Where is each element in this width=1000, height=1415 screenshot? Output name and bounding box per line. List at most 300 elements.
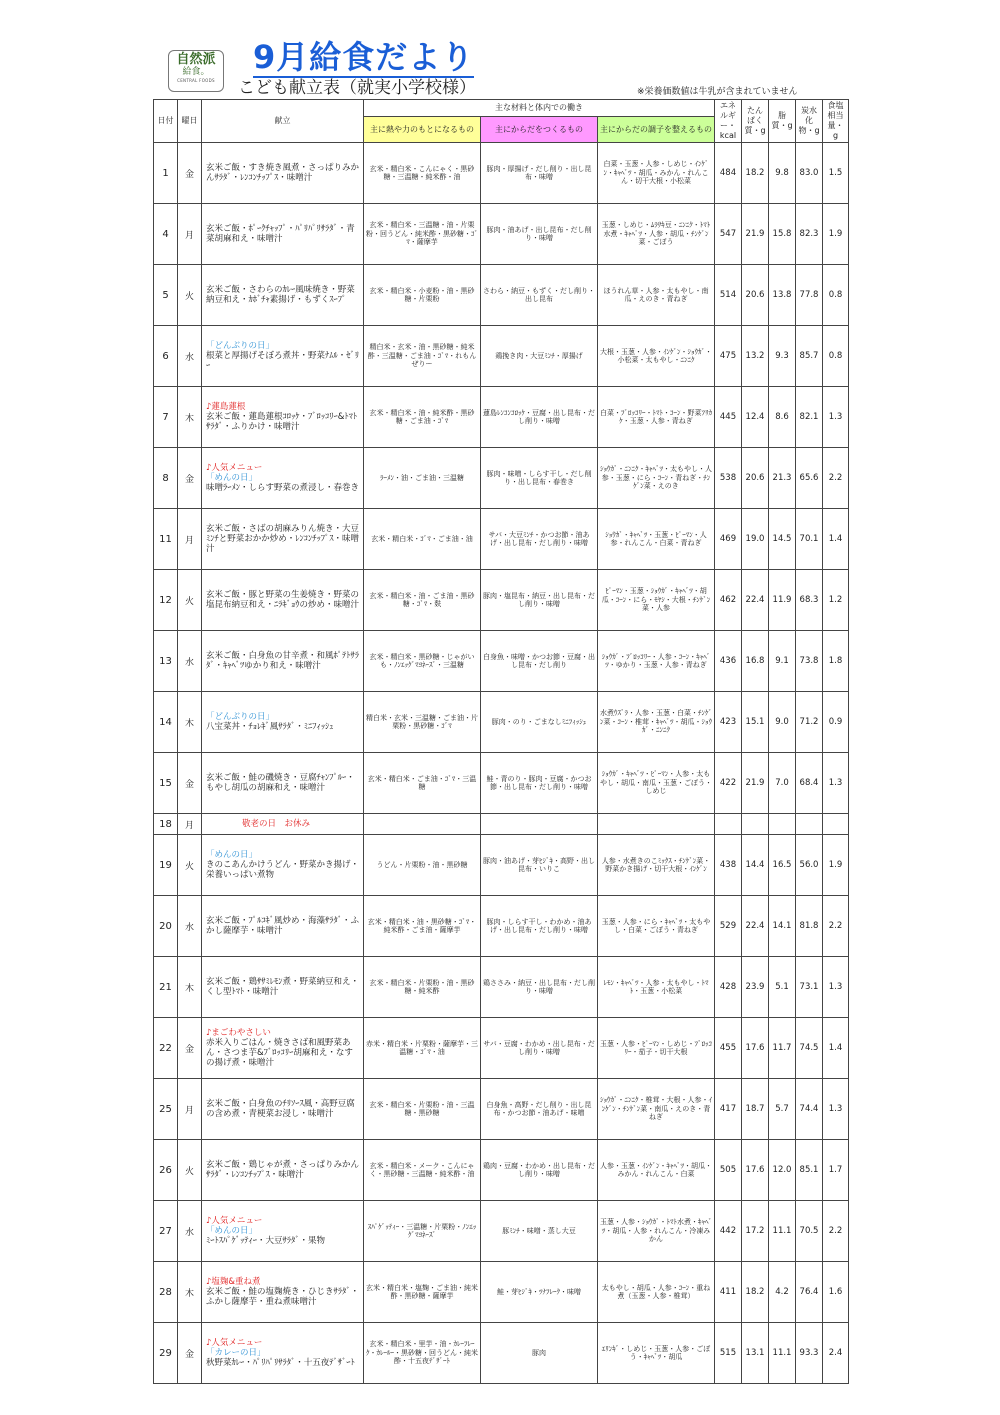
day-cell: 25 — [154, 1079, 178, 1140]
group2-cell: 白身魚・味噌・かつお節・豆腐・出し昆布・だし削り — [481, 631, 598, 692]
weekday-cell: 月 — [178, 509, 202, 570]
menu-text: 玄米ご飯・すき焼き風煮・さっぱりみかんｻﾗﾀﾞ・ﾚﾝｺﾝﾁｯﾌﾟｽ・味噌汁 — [206, 163, 360, 183]
salt-cell: 1.3 — [823, 957, 849, 1018]
menu-text: 玄米ご飯・鶏ｻｻﾐﾚﾓﾝ煮・野菜納豆和え・くし型ﾄﾏﾄ・味噌汁 — [206, 977, 360, 997]
header-menu: 献立 — [202, 100, 364, 143]
weekday-cell: 水 — [178, 896, 202, 957]
menu-text: 玄米ご飯・鶏じゃが煮・さっぱりみかんｻﾗﾀﾞ・ﾚﾝｺﾝﾁｯﾌﾟｽ・味噌汁 — [206, 1160, 360, 1180]
table-row — [154, 143, 849, 204]
salt-cell: 1.8 — [823, 631, 849, 692]
group2-cell: 鶏ささみ・納豆・出し昆布・だし削り・味噌 — [481, 957, 598, 1018]
group1-cell: 玄米・精白米・油・純米酢・黒砂糖・ごま油・ｺﾞﾏ — [364, 387, 481, 448]
day-cell: 29 — [154, 1323, 178, 1384]
salt-cell: 1.3 — [823, 387, 849, 448]
group3-cell: 玉葱・人参・にら・ｷｬﾍﾞﾂ・太もやし・白菜・ごぼう・青ねぎ — [598, 896, 715, 957]
group1-cell: 玄米・精白米・ｺﾞﾏ・ごま油・油 — [364, 509, 481, 570]
header-carb: 炭水化物・g — [796, 100, 823, 143]
menu-cell — [202, 835, 364, 896]
group3-cell: ほうれん草・人参・太もやし・南瓜・えのき・青ねぎ — [598, 265, 715, 326]
menu-text: 玄米ご飯・ﾌﾟﾙｺｷﾞ風炒め・海藻ｻﾗﾀﾞ・ふかし薩摩芋・味噌汁 — [206, 916, 360, 936]
group2-cell: 鮭・青のり・豚肉・豆腐・かつお節・出し昆布・だし削り・味噌 — [481, 753, 598, 814]
protein-cell: 15.1 — [742, 692, 769, 753]
table-row — [154, 896, 849, 957]
fat-cell: 14.1 — [769, 896, 796, 957]
salt-cell: 1.3 — [823, 1079, 849, 1140]
protein-cell: 13.2 — [742, 326, 769, 387]
logo-line2: 給食。 — [182, 67, 210, 77]
salt-cell — [823, 814, 849, 835]
fat-cell: 9.0 — [769, 692, 796, 753]
weekday-cell: 金 — [178, 143, 202, 204]
group2-cell — [481, 814, 598, 835]
group3-cell: ｼｮｳｶﾞ・ﾆﾝﾆｸ・椎茸・大根・人参・ｲﾝｹﾞﾝ・ﾁﾝｹﾞﾝ菜・南瓜・えのき・青ねぎ — [598, 1079, 715, 1140]
fat-cell: 11.1 — [769, 1201, 796, 1262]
weekday-cell: 木 — [178, 957, 202, 1018]
weekday-cell: 火 — [178, 1140, 202, 1201]
group2-cell: 鮭・芽ﾋｼﾞｷ・ﾂﾅﾌﾚｰｸ・味噌 — [481, 1262, 598, 1323]
day-cell: 7 — [154, 387, 178, 448]
menu-cell — [202, 753, 364, 814]
group2-cell: 豚ﾐﾝﾁ・味噌・蒸し大豆 — [481, 1201, 598, 1262]
header-group2: 主にからだをつくるもの — [481, 117, 598, 143]
group3-cell: 人参・玉葱・ｲﾝｹﾞﾝ・ｷｬﾍﾞﾂ・胡瓜・みかん・れんこん・白菜 — [598, 1140, 715, 1201]
day-cell: 14 — [154, 692, 178, 753]
fat-cell — [769, 814, 796, 835]
carb-cell: 77.8 — [796, 265, 823, 326]
menu-label: ♪人気メニュー — [206, 463, 263, 473]
energy-cell: 428 — [715, 957, 742, 1018]
menu-label: 「めんの日」 — [206, 1226, 258, 1236]
group1-cell: 精白米・玄米・三温糖・ごま油・片栗粉・黒砂糖・ｺﾞﾏ — [364, 692, 481, 753]
logo-line3: CENTRAL FOODS — [177, 78, 215, 83]
protein-cell: 23.9 — [742, 957, 769, 1018]
day-cell: 26 — [154, 1140, 178, 1201]
weekday-cell: 火 — [178, 835, 202, 896]
group3-cell: 大根・玉葱・人参・ｲﾝｹﾞﾝ・ｼｮｳｶﾞ・小松菜・太もやし・ﾆﾝﾆｸ — [598, 326, 715, 387]
menu-cell — [202, 387, 364, 448]
fat-cell: 11.9 — [769, 570, 796, 631]
energy-cell: 505 — [715, 1140, 742, 1201]
group3-cell: ｴﾘﾝｷﾞ・しめじ・玉葱・人参・ごぼう・ｷｬﾍﾞﾂ・胡瓜 — [598, 1323, 715, 1384]
salt-cell: 1.7 — [823, 1140, 849, 1201]
page-title: 9月給食だより — [253, 38, 475, 76]
group3-cell — [598, 814, 715, 835]
logo — [168, 50, 224, 92]
protein-cell: 19.0 — [742, 509, 769, 570]
menu-cell — [202, 692, 364, 753]
fat-cell: 15.8 — [769, 204, 796, 265]
group3-cell: 水煮ｳｽﾞﾗ・人参・玉葱・白菜・ﾁﾝｹﾞﾝ菜・ｺｰﾝ・椎茸・ｷｬﾍﾞﾂ・胡瓜・ｼｮｳｶﾞ・ﾆﾝﾆｸ — [598, 692, 715, 753]
menu-text: 玄米ご飯・鮭の塩麹焼き・ひじきｻﾗﾀﾞ・ふかし薩摩芋・重ね煮味噌汁 — [206, 1287, 360, 1307]
group3-cell: 太もやし・胡瓜・人参・ｺｰﾝ・重ね煮（玉葱・人参・椎茸） — [598, 1262, 715, 1323]
day-cell: 1 — [154, 143, 178, 204]
salt-cell: 0.8 — [823, 265, 849, 326]
table-row — [154, 631, 849, 692]
carb-cell: 85.7 — [796, 326, 823, 387]
page-subtitle: こども献立表（就実小学校様） — [238, 78, 476, 98]
protein-cell: 21.9 — [742, 204, 769, 265]
table-row — [154, 814, 849, 835]
header-day: 日付 — [154, 100, 178, 143]
protein-cell: 12.4 — [742, 387, 769, 448]
carb-cell: 68.3 — [796, 570, 823, 631]
energy-cell: 442 — [715, 1201, 742, 1262]
group1-cell: 玄米・精白米・里芋・油・ｶﾚｰﾌﾚｰｸ・ｶﾚｰﾙｰ・黒砂糖・回うどん・純米酢・十五夜ﾃﾞｻﾞｰﾄ — [364, 1323, 481, 1384]
menu-text: 八宝菜丼・ﾁｮﾚｷﾞ風ｻﾗﾀﾞ・ﾐﾆﾌｨｯｼｭ — [206, 722, 334, 732]
header-group3: 主にからだの調子を整えるもの — [598, 117, 715, 143]
menu-cell — [202, 1140, 364, 1201]
table-row — [154, 1201, 849, 1262]
carb-cell: 82.1 — [796, 387, 823, 448]
salt-cell: 0.8 — [823, 326, 849, 387]
menu-text: ﾐｰﾄｽﾊﾟｹﾞｯﾃｨｰ・大豆ｻﾗﾀﾞ・果物 — [206, 1236, 326, 1246]
protein-cell: 22.4 — [742, 570, 769, 631]
salt-cell: 1.4 — [823, 1018, 849, 1079]
nutrition-note: ※栄養価数値は牛乳が含まれていません — [637, 87, 798, 97]
protein-cell: 21.9 — [742, 753, 769, 814]
carb-cell: 82.3 — [796, 204, 823, 265]
group2-cell: 豚肉・油あげ・芽ﾋｼﾞｷ・高野・出し昆布・いりこ — [481, 835, 598, 896]
menu-text: 味噌ﾗｰﾒﾝ・しらす野菜の煮浸し・春巻き — [206, 483, 360, 493]
salt-cell: 2.2 — [823, 448, 849, 509]
group2-cell: 豚肉・しらす干し・わかめ・油あげ・出し昆布・だし削り・味噌 — [481, 896, 598, 957]
group3-cell: ﾚﾓﾝ・ｷｬﾍﾞﾂ・人参・太もやし・ﾄﾏﾄ・玉葱・小松菜 — [598, 957, 715, 1018]
menu-cell — [202, 509, 364, 570]
group3-cell: 人参・水煮きのこﾐｯｸｽ・ﾁﾝｹﾞﾝ菜・野菜かき揚げ・切干大根・ｲﾝｹﾞﾝ — [598, 835, 715, 896]
protein-cell: 14.4 — [742, 835, 769, 896]
carb-cell: 68.4 — [796, 753, 823, 814]
salt-cell: 1.9 — [823, 204, 849, 265]
fat-cell: 11.7 — [769, 1018, 796, 1079]
day-cell: 28 — [154, 1262, 178, 1323]
menu-text: 玄米ご飯・白身魚の甘辛煮・和風ﾎﾟﾃﾄｻﾗﾀﾞ・ｷｬﾍﾞﾂゆかり和え・味噌汁 — [206, 651, 360, 671]
fat-cell: 12.0 — [769, 1140, 796, 1201]
weekday-cell: 木 — [178, 692, 202, 753]
protein-cell: 13.1 — [742, 1323, 769, 1384]
weekday-cell: 木 — [178, 387, 202, 448]
group1-cell: 玄米・精白米・黒砂糖・じゃがいも・ﾉﾝｴｯｸﾞﾏﾖﾈｰｽﾞ・三温糖 — [364, 631, 481, 692]
energy-cell: 417 — [715, 1079, 742, 1140]
menu-text: 玄米ご飯・鮭の磯焼き・豆腐ﾁｬﾝﾌﾟﾙｰ・もやし胡瓜の胡麻和え・味噌汁 — [206, 773, 355, 793]
menu-text: 玄米ご飯・さわらのｶﾚｰ風味焼き・野菜納豆和え・ｶﾎﾞﾁｬ素揚げ・もずくｽｰﾌﾟ — [206, 285, 355, 305]
menu-cell — [202, 631, 364, 692]
group2-cell: 豚肉・味噌・しらす干し・だし削り・出し昆布・春巻き — [481, 448, 598, 509]
weekday-cell: 月 — [178, 814, 202, 835]
table-row — [154, 1140, 849, 1201]
salt-cell: 1.6 — [823, 1262, 849, 1323]
energy-cell — [715, 814, 742, 835]
fat-cell: 4.2 — [769, 1262, 796, 1323]
table-row — [154, 509, 849, 570]
day-cell: 6 — [154, 326, 178, 387]
carb-cell: 85.1 — [796, 1140, 823, 1201]
weekday-cell: 金 — [178, 1323, 202, 1384]
group2-cell: 蓮島ﾚﾝｺﾝｺﾛｯｹ・豆腐・出し昆布・だし削り・味噌 — [481, 387, 598, 448]
menu-label: 「どんぶりの日」 — [206, 341, 275, 351]
fat-cell: 16.5 — [769, 835, 796, 896]
menu-label: 「めんの日」 — [206, 850, 258, 860]
day-cell: 21 — [154, 957, 178, 1018]
header-materials: 主な材料と体内での働き — [364, 100, 715, 117]
day-cell: 5 — [154, 265, 178, 326]
group1-cell: 玄米・精白米・片栗粉・油・黒砂糖・純米酢 — [364, 957, 481, 1018]
menu-label: ♪塩麹&重ね煮 — [206, 1277, 261, 1287]
fat-cell: 9.1 — [769, 631, 796, 692]
weekday-cell: 水 — [178, 631, 202, 692]
group2-cell: 白身魚・高野・だし削り・出し昆布・かつお節・油あげ・味噌 — [481, 1079, 598, 1140]
menu-text: 玄米ご飯・ﾎﾟｰｸﾁｬｯﾌﾟ・ﾊﾟﾘﾊﾟﾘｻﾗﾀﾞ・青菜胡麻和え・味噌汁 — [206, 224, 355, 244]
energy-cell: 445 — [715, 387, 742, 448]
fat-cell: 5.7 — [769, 1079, 796, 1140]
group2-cell: 豚肉 — [481, 1323, 598, 1384]
energy-cell: 515 — [715, 1323, 742, 1384]
salt-cell: 2.2 — [823, 896, 849, 957]
carb-cell — [796, 814, 823, 835]
carb-cell: 70.5 — [796, 1201, 823, 1262]
group2-cell: 鶏挽き肉・大豆ﾐﾝﾁ・厚揚げ — [481, 326, 598, 387]
table-row — [154, 448, 849, 509]
table-row — [154, 387, 849, 448]
group1-cell: ﾗｰﾒﾝ・油・ごま油・三温糖 — [364, 448, 481, 509]
energy-cell: 475 — [715, 326, 742, 387]
group1-cell — [364, 814, 481, 835]
carb-cell: 83.0 — [796, 143, 823, 204]
table-row — [154, 692, 849, 753]
day-cell: 11 — [154, 509, 178, 570]
group3-cell: ﾋﾟｰﾏﾝ・玉葱・ｼｮｳｶﾞ・ｷｬﾍﾞﾂ・胡瓜・ｺｰﾝ・にら・ﾓﾔｼ・大根・ﾁﾝｹﾞﾝ菜・人参 — [598, 570, 715, 631]
group3-cell: ｼｮｳｶﾞ・ｷｬﾍﾞﾂ・玉葱・ﾋﾟｰﾏﾝ・人参・れんこん・白菜・青ねぎ — [598, 509, 715, 570]
protein-cell: 17.6 — [742, 1018, 769, 1079]
carb-cell: 70.1 — [796, 509, 823, 570]
group3-cell: ｼｮｳｶﾞ・ﾌﾞﾛｯｺﾘｰ・人参・ｺｰﾝ・ｷｬﾍﾞﾂ・ゆかり・玉葱・人参・青ねぎ — [598, 631, 715, 692]
group1-cell: 玄米・精白米・こんにゃく・黒砂糖・三温糖・純米酢・油 — [364, 143, 481, 204]
group3-cell: ｼｮｳｶﾞ・ﾆﾝﾆｸ・ｷｬﾍﾞﾂ・太もやし・人参・玉葱・にら・ｺｰﾝ・青ねぎ・ﾁﾝｹﾞﾝ菜・えのき — [598, 448, 715, 509]
group1-cell: 玄米・精白米・メーク・こんにゃく・黒砂糖・三温糖・純米酢・油 — [364, 1140, 481, 1201]
menu-cell — [202, 1323, 364, 1384]
day-cell: 18 — [154, 814, 178, 835]
group1-cell: 玄米・精白米・小麦粉・油・黒砂糖・片栗粉 — [364, 265, 481, 326]
salt-cell: 1.5 — [823, 143, 849, 204]
protein-cell: 17.6 — [742, 1140, 769, 1201]
menu-cell — [202, 570, 364, 631]
menu-cell — [202, 957, 364, 1018]
menu-cell — [202, 814, 364, 835]
group1-cell: 玄米・精白米・三温糖・油・片栗粉・回うどん・純米酢・黒砂糖・ｺﾞﾏ・薩摩芋 — [364, 204, 481, 265]
energy-cell: 514 — [715, 265, 742, 326]
group3-cell: 白菜・玉葱・人参・しめじ・ｲﾝｹﾞﾝ・ｷｬﾍﾞﾂ・胡瓜・みかん・れんこん・切干大根・小松菜 — [598, 143, 715, 204]
table-row — [154, 835, 849, 896]
menu-cell — [202, 204, 364, 265]
energy-cell: 455 — [715, 1018, 742, 1079]
energy-cell: 436 — [715, 631, 742, 692]
energy-cell: 538 — [715, 448, 742, 509]
menu-label: 「カレーの日」 — [206, 1348, 266, 1358]
group2-cell: さわら・納豆・もずく・だし削り・出し昆布 — [481, 265, 598, 326]
fat-cell: 9.3 — [769, 326, 796, 387]
header-weekday: 曜日 — [178, 100, 202, 143]
carb-cell: 74.4 — [796, 1079, 823, 1140]
menu-label: 「どんぶりの日」 — [206, 712, 275, 722]
salt-cell: 2.2 — [823, 1201, 849, 1262]
energy-cell: 547 — [715, 204, 742, 265]
protein-cell: 22.4 — [742, 896, 769, 957]
menu-text: 玄米ご飯・蓮島蓮根ｺﾛｯｹ・ﾌﾞﾛｯｺﾘｰ&ﾄﾏﾄｻﾗﾀﾞ・ふりかけ・味噌汁 — [206, 412, 358, 432]
salt-cell: 1.9 — [823, 835, 849, 896]
menu-label: ♪人気メニュー — [206, 1216, 263, 1226]
day-cell: 15 — [154, 753, 178, 814]
group3-cell: 玉葱・しめじ・ﾑﾗｻｷ豆・ﾆﾝﾆｸ・ﾄﾏﾄ水煮・ｷｬﾍﾞﾂ・人参・胡瓜・ﾁﾝｹﾞﾝ菜・ごぼう — [598, 204, 715, 265]
fat-cell: 13.8 — [769, 265, 796, 326]
energy-cell: 422 — [715, 753, 742, 814]
group2-cell: 豚肉・厚揚げ・だし削り・出し昆布・味噌 — [481, 143, 598, 204]
header-salt: 食塩相当量・g — [823, 100, 849, 143]
menu-cell — [202, 265, 364, 326]
menu-text: きのこあんかけうどん・野菜かき揚げ・栄養いっぱい煮物 — [206, 860, 360, 880]
menu-text: 秋野菜ｶﾚｰ・ﾊﾟﾘﾊﾟﾘｻﾗﾀﾞ・十五夜ﾃﾞｻﾞｰﾄ — [206, 1358, 355, 1368]
menu-text: 赤米入りごはん・焼きさば和風野菜あん・さつま芋&ﾌﾞﾛｯｺﾘｰ胡麻和え・なすの揚げ煮・味噌汁 — [206, 1038, 353, 1068]
weekday-cell: 月 — [178, 1079, 202, 1140]
group2-cell: 豚肉・油あげ・出し昆布・だし削り・味噌 — [481, 204, 598, 265]
day-cell: 8 — [154, 448, 178, 509]
energy-cell: 411 — [715, 1262, 742, 1323]
header-protein: たんぱく質・g — [742, 100, 769, 143]
salt-cell: 1.4 — [823, 509, 849, 570]
menu-text: 根菜と厚揚げそぼろ煮丼・野菜ﾅﾑﾙ・ｾﾞﾘｰ — [206, 351, 360, 371]
table-row — [154, 1079, 849, 1140]
menu-label: 「めんの日」 — [206, 473, 258, 483]
table-row — [154, 265, 849, 326]
weekday-cell: 水 — [178, 1201, 202, 1262]
table-row — [154, 326, 849, 387]
table-row — [154, 570, 849, 631]
energy-cell: 484 — [715, 143, 742, 204]
table-row — [154, 1018, 849, 1079]
logo-line1: 自然派 — [176, 52, 216, 67]
menu-label: ♪蓮島蓮根 — [206, 402, 246, 412]
fat-cell: 14.5 — [769, 509, 796, 570]
menu-cell — [202, 1201, 364, 1262]
weekday-cell: 木 — [178, 1262, 202, 1323]
group1-cell: 精白米・玄米・油・黒砂糖・純米酢・三温糖・ごま油・ｺﾞﾏ・れもんぜりー — [364, 326, 481, 387]
weekday-cell: 金 — [178, 753, 202, 814]
protein-cell: 18.7 — [742, 1079, 769, 1140]
protein-cell: 20.6 — [742, 448, 769, 509]
energy-cell: 462 — [715, 570, 742, 631]
group1-cell: ｽﾊﾟｹﾞｯﾃｨｰ・三温糖・片栗粉・ﾉﾝｴｯｸﾞﾏﾖﾈｰｽﾞ — [364, 1201, 481, 1262]
weekday-cell: 水 — [178, 326, 202, 387]
menu-table — [153, 99, 849, 1384]
day-cell: 4 — [154, 204, 178, 265]
menu-cell — [202, 1262, 364, 1323]
salt-cell: 1.2 — [823, 570, 849, 631]
menu-cell — [202, 896, 364, 957]
menu-label: ♪まごわやさしい — [206, 1028, 271, 1038]
carb-cell: 73.8 — [796, 631, 823, 692]
group2-cell: 豚肉・塩昆布・納豆・出し昆布・だし削り・味噌 — [481, 570, 598, 631]
group2-cell: サバ・大豆ﾐﾝﾁ・かつお節・油あげ・出し昆布・だし削り・味噌 — [481, 509, 598, 570]
group3-cell: 玉葱・人参・ﾋﾟｰﾏﾝ・しめじ・ﾌﾞﾛｯｺﾘｰ・茄子・切干大根 — [598, 1018, 715, 1079]
day-cell: 27 — [154, 1201, 178, 1262]
protein-cell: 18.2 — [742, 1262, 769, 1323]
menu-label: ♪人気メニュー — [206, 1338, 263, 1348]
menu-text: 玄米ご飯・白身魚のﾁﾘｿｰｽ風・高野豆腐の含め煮・青梗菜お浸し・味噌汁 — [206, 1099, 355, 1119]
fat-cell: 9.8 — [769, 143, 796, 204]
table-row — [154, 753, 849, 814]
group1-cell: 玄米・精白米・油・黒砂糖・ｺﾞﾏ・純米酢・ごま油・薩摩芋 — [364, 896, 481, 957]
carb-cell: 56.0 — [796, 835, 823, 896]
group1-cell: 玄米・精白米・油・ごま油・黒砂糖・ｺﾞﾏ・麩 — [364, 570, 481, 631]
menu-cell — [202, 1079, 364, 1140]
weekday-cell: 金 — [178, 1018, 202, 1079]
protein-cell: 18.2 — [742, 143, 769, 204]
protein-cell: 17.2 — [742, 1201, 769, 1262]
carb-cell: 65.6 — [796, 448, 823, 509]
group2-cell: 鶏肉・豆腐・わかめ・出し昆布・だし削り・味噌 — [481, 1140, 598, 1201]
table-row — [154, 1262, 849, 1323]
menu-cell — [202, 143, 364, 204]
fat-cell: 7.0 — [769, 753, 796, 814]
carb-cell: 73.1 — [796, 957, 823, 1018]
header-energy: エネルギー・kcal — [715, 100, 742, 143]
group3-cell: 玉葱・人参・ｼｮｳｶﾞ・ﾄﾏﾄ水煮・ｷｬﾍﾞﾂ・胡瓜・人参・れんこん・冷凍みかん — [598, 1201, 715, 1262]
header-group1: 主に熱や力のもとになるもの — [364, 117, 481, 143]
group1-cell: うどん・片栗粉・油・黒砂糖 — [364, 835, 481, 896]
weekday-cell: 金 — [178, 448, 202, 509]
weekday-cell: 火 — [178, 265, 202, 326]
day-cell: 19 — [154, 835, 178, 896]
table-row — [154, 957, 849, 1018]
protein-cell: 16.8 — [742, 631, 769, 692]
salt-cell: 2.4 — [823, 1323, 849, 1384]
group3-cell: ｼｮｳｶﾞ・ｷｬﾍﾞﾂ・ﾋﾟｰﾏﾝ・人参・太もやし・胡瓜・南瓜・玉葱・ごぼう・しめじ — [598, 753, 715, 814]
menu-cell — [202, 326, 364, 387]
group1-cell: 赤米・精白米・片栗粉・薩摩芋・三温糖・ｺﾞﾏ・油 — [364, 1018, 481, 1079]
day-cell: 20 — [154, 896, 178, 957]
weekday-cell: 月 — [178, 204, 202, 265]
table-row — [154, 204, 849, 265]
energy-cell: 529 — [715, 896, 742, 957]
menu-text: 敬老の日 お休み — [242, 819, 311, 829]
energy-cell: 438 — [715, 835, 742, 896]
day-cell: 22 — [154, 1018, 178, 1079]
carb-cell: 93.3 — [796, 1323, 823, 1384]
fat-cell: 5.1 — [769, 957, 796, 1018]
group1-cell: 玄米・精白米・ごま油・ｺﾞﾏ・三温糖 — [364, 753, 481, 814]
protein-cell — [742, 814, 769, 835]
energy-cell: 423 — [715, 692, 742, 753]
energy-cell: 469 — [715, 509, 742, 570]
salt-cell: 1.3 — [823, 753, 849, 814]
fat-cell: 21.3 — [769, 448, 796, 509]
menu-cell — [202, 448, 364, 509]
fat-cell: 11.1 — [769, 1323, 796, 1384]
carb-cell: 81.8 — [796, 896, 823, 957]
day-cell: 13 — [154, 631, 178, 692]
menu-cell — [202, 1018, 364, 1079]
protein-cell: 20.6 — [742, 265, 769, 326]
salt-cell: 0.9 — [823, 692, 849, 753]
table-row — [154, 1323, 849, 1384]
header-fat: 脂質・g — [769, 100, 796, 143]
menu-text: 玄米ご飯・豚と野菜の生姜焼き・野菜の塩昆布納豆和え・ﾆﾗｷﾞｮｳの炒め・味噌汁 — [206, 590, 360, 610]
day-cell: 12 — [154, 570, 178, 631]
group2-cell: 豚肉・のり・ごまなしﾐﾆﾌｨｯｼｭ — [481, 692, 598, 753]
group3-cell: 白菜・ﾌﾞﾛｯｺﾘｰ・ﾄﾏﾄ・ｺｰﾝ・野菜ﾌﾘｶｹ・玉葱・人参・青ねぎ — [598, 387, 715, 448]
fat-cell: 8.6 — [769, 387, 796, 448]
group2-cell: サバ・豆腐・わかめ・出し昆布・だし削り・味噌 — [481, 1018, 598, 1079]
carb-cell: 74.5 — [796, 1018, 823, 1079]
group1-cell: 玄米・精白米・塩麹・ごま油・純米酢・黒砂糖・薩摩芋 — [364, 1262, 481, 1323]
